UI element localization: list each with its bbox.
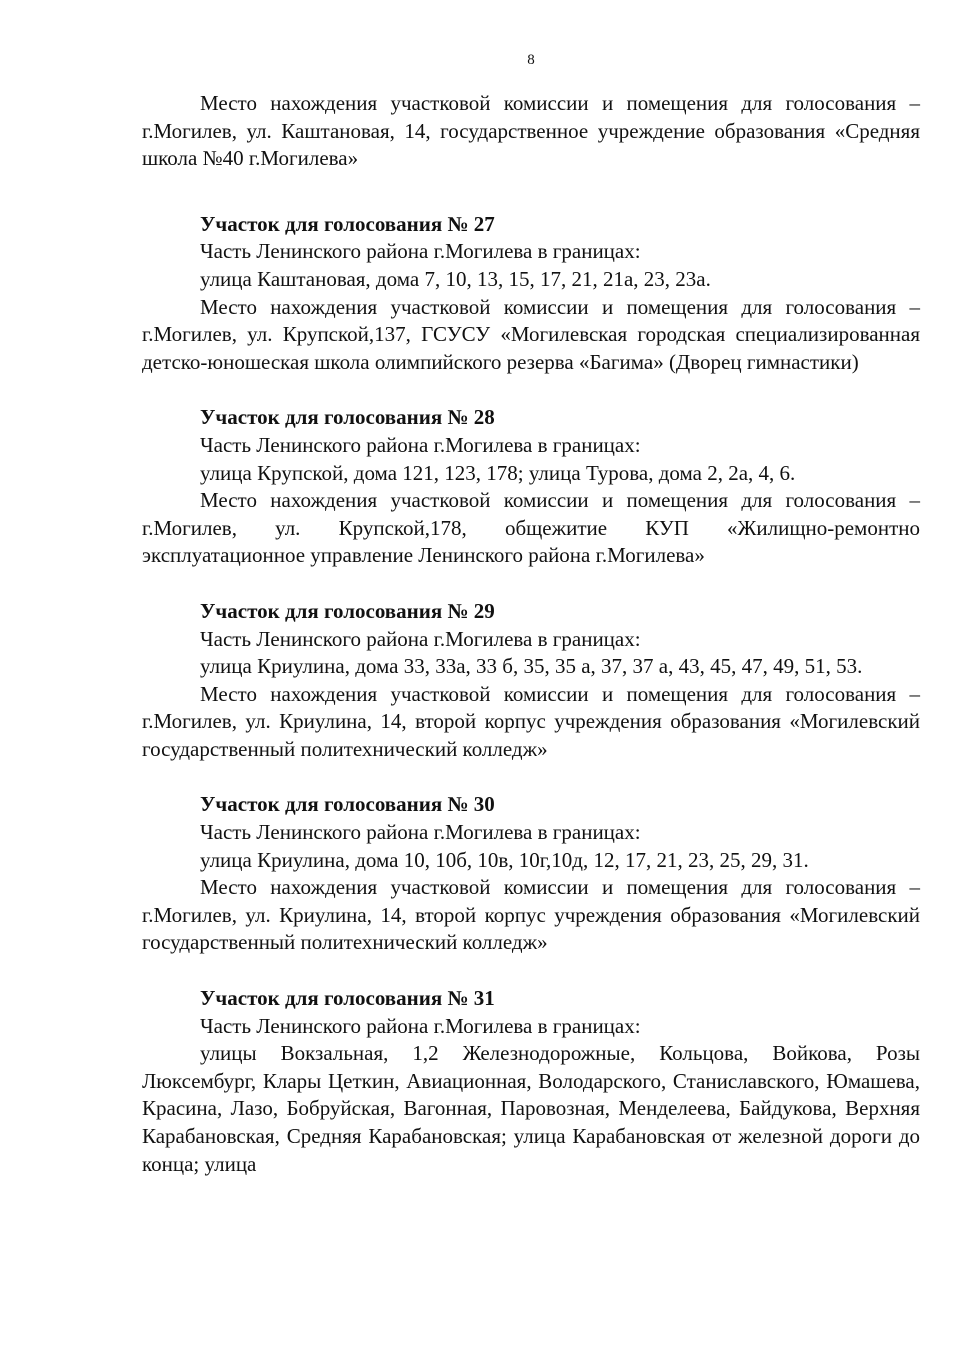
section-district: Часть Ленинского района г.Могилева в границах: (200, 1013, 641, 1038)
section-district: Часть Ленинского района г.Могилева в границах: (200, 626, 641, 651)
section-heading: Участок для голосования № 28 (200, 405, 495, 430)
section-district: Часть Ленинского района г.Могилева в границах: (200, 820, 641, 845)
section-streets: улицы Вокзальная, 1,2 Железнодорожные, Кольцова, Войкова, Розы Люксембург, Клары Цеткин, Авиационная, Володарского, Станиславского, Юмашева, Красина, Лазо, Бобруйская, Вагонная, Паровозная, Менделеева, Байдукова, Верхняя Карабановская, Средняя Карабановская; улица Карабановская от железной дороги до конца; улица (142, 1041, 920, 1176)
section-streets: улица Крупской, дома 121, 123, 178; улица Турова, дома 2, 2а, 4, 6. (200, 460, 796, 485)
section-district: Часть Ленинского района г.Могилева в границах: (200, 239, 641, 264)
section-heading: Участок для голосования № 29 (200, 598, 495, 623)
intro-location: Место нахождения участковой комиссии и помещения для голосования – г.Могилев, ул. Каштановая, 14, государственное учреждение образования «Средняя школа №40 г.Могилева» (142, 91, 920, 171)
section-heading: Участок для голосования № 27 (200, 211, 495, 236)
section-location: Место нахождения участковой комиссии и помещения для голосования – г.Могилев, ул. Крупской,178, общежитие КУП «Жилищно-ремонтно эксплуатационное управление Ленинского района г.Могилева» (142, 488, 920, 568)
section-streets: улица Криулина, дома 10, 10б, 10в, 10г,10д, 12, 17, 21, 23, 25, 29, 31. (200, 847, 809, 872)
section-27 (142, 211, 920, 377)
document-page (142, 50, 920, 1178)
section-district: Часть Ленинского района г.Могилева в границах: (200, 432, 641, 457)
section-heading: Участок для голосования № 31 (200, 986, 495, 1011)
section-29 (142, 598, 920, 764)
section-location: Место нахождения участковой комиссии и помещения для голосования – г.Могилев, ул. Криулина, 14, второй корпус учреждения образования «Могилевский государственный политехнический колледж» (142, 681, 920, 761)
section-streets: улица Криулина, дома 33, 33а, 33 б, 35, 35 а, 37, 37 а, 43, 45, 47, 49, 51, 53. (200, 654, 863, 679)
section-28 (142, 404, 920, 570)
section-heading: Участок для голосования № 30 (200, 792, 495, 817)
section-30 (142, 791, 920, 957)
page-number: 8 (527, 52, 535, 68)
section-location: Место нахождения участковой комиссии и помещения для голосования – г.Могилев, ул. Криулина, 14, второй корпус учреждения образования «Могилевский государственный политехнический колледж» (142, 875, 920, 955)
section-streets: улица Каштановая, дома 7, 10, 13, 15, 17, 21, 21а, 23, 23а. (200, 266, 711, 291)
section-location: Место нахождения участковой комиссии и помещения для голосования – г.Могилев, ул. Крупской,137, ГСУСУ «Могилевская городская специализированная детско-юношеская школа олимпийского резерва «Багима» (Дворец гимнастики) (142, 294, 920, 374)
section-31 (142, 985, 920, 1178)
